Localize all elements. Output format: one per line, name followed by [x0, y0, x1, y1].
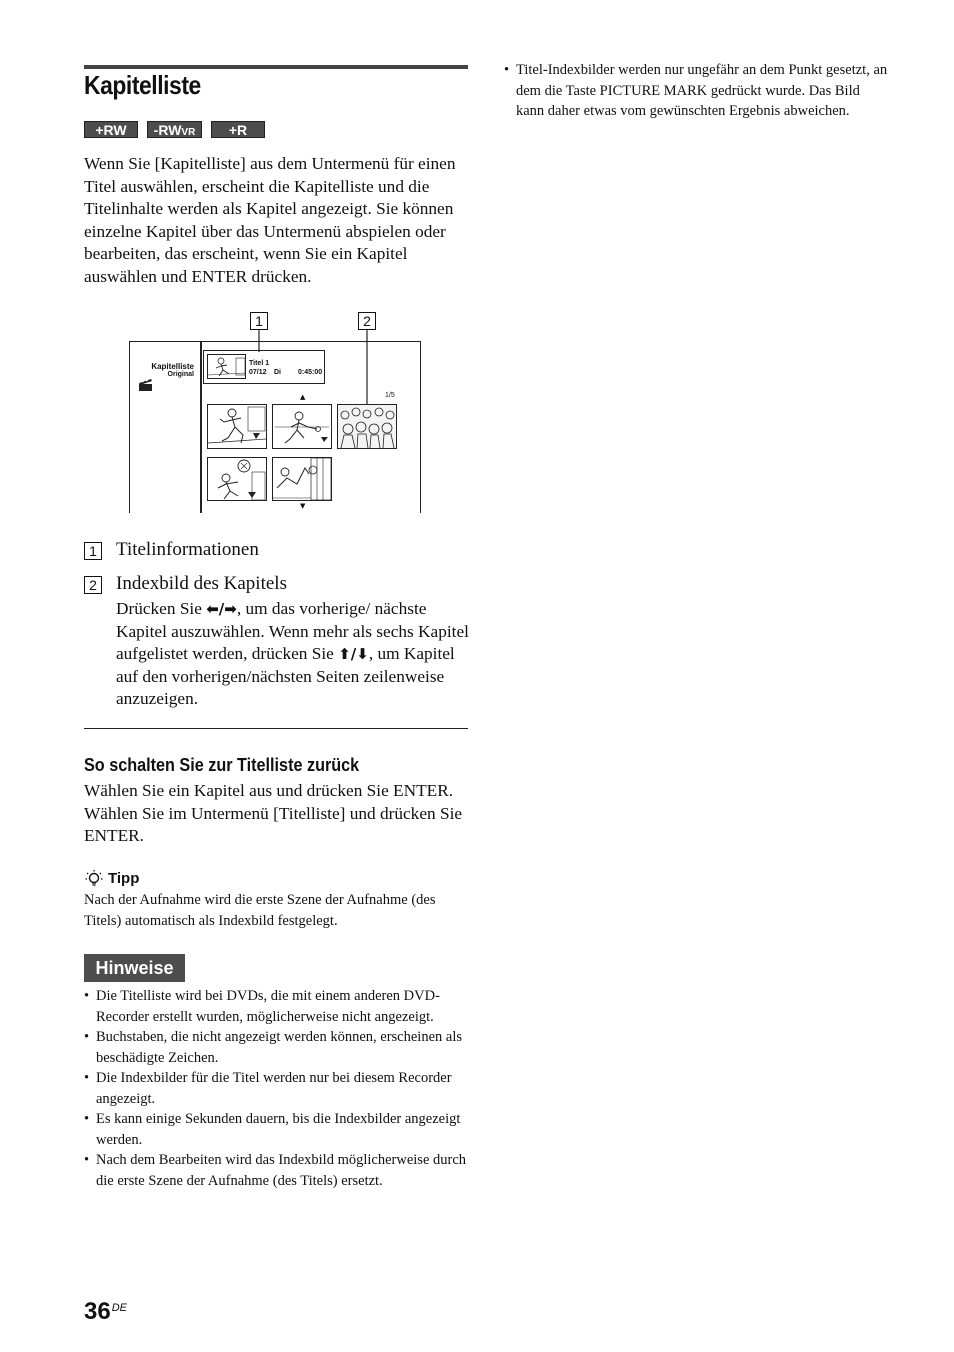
list-item: • Buchstaben, die nicht angezeigt werden können, erscheinen als beschädigte Zeichen. — [84, 1027, 474, 1068]
notes-list-right — [504, 60, 889, 122]
clapper-icon — [138, 378, 154, 392]
title-name: Titel 1 — [249, 360, 270, 367]
callout-2: 2 — [358, 312, 376, 330]
tip-text: Nach der Aufnahme wird die erste Szene der Aufnahme (des Titels) automatisch als Indexbild festgelegt. — [84, 892, 436, 929]
left-right-arrows-icon: ⬅/➡ — [206, 600, 237, 618]
scroll-down-icon[interactable]: ▼ — [300, 502, 306, 510]
list-item: • Es kann einige Sekunden dauern, bis die Indexbilder angezeigt werden. — [84, 1109, 474, 1150]
chapter-list-screen — [129, 341, 421, 513]
list-item: • Titel-Indexbilder werden nur ungefähr an dem Punkt gesetzt, an dem die Taste PICTURE MARK gedrückt wurde. Das Bild kann daher etwas vom gewünschten Ergebnis abweichen. — [504, 60, 889, 122]
screen-list-sub: Original — [167, 371, 194, 378]
intro-paragraph: Wenn Sie [Kapitelliste] aus dem Untermenü für einen Titel auswählen, erscheint die Kapitelliste und die Titelinhalte werden als Kapitel angezeigt. Sie können einzelne Kapitel über das Untermenü abspielen oder bearbeiten, das erscheint, wenn Sie ein Kapitel auswählen und ENTER drücken. — [84, 154, 456, 286]
chapter-thumbnail-2[interactable] — [272, 404, 332, 449]
legend-num-2: 2 — [84, 576, 102, 594]
screen-divider — [200, 342, 202, 513]
section-rule — [84, 728, 468, 729]
page-number: 36DE — [84, 1298, 127, 1325]
tip-label: Tipp — [108, 870, 140, 887]
title-info-box — [203, 350, 325, 384]
page-counter: 1/5 — [385, 392, 395, 399]
chapter-thumbnail-5[interactable] — [272, 457, 332, 501]
legend-label-2: Indexbild des Kapitels — [116, 573, 287, 594]
notes-label: Hinweise — [84, 954, 185, 982]
legend-num-1: 1 — [84, 542, 102, 560]
scroll-up-icon[interactable]: ▲ — [300, 393, 306, 401]
title-thumbnail — [207, 354, 246, 379]
title-duration: 0:45:00 — [298, 369, 323, 376]
legend-description: Drücken Sie ⬅/➡, um das vorherige/ nächste Kapitel auszuwählen. Wenn mehr als sechs Kapitel aufgelistet werden, drücken Sie ⬆/⬇, um Kapitel auf den vorherigen/nächsten Seiten zeilenweise anzuzeigen. — [116, 599, 469, 709]
list-item: • Die Indexbilder für die Titel werden nur bei diesem Recorder angezeigt. — [84, 1068, 474, 1109]
callout-1: 1 — [250, 312, 268, 330]
section-body: Wählen Sie ein Kapitel aus und drücken Sie ENTER. Wählen Sie im Untermenü [Titelliste] und drücken Sie ENTER. — [84, 781, 463, 846]
notes-list — [84, 986, 474, 1191]
title-date: 07/12 — [249, 369, 267, 376]
badge-plus-rw: +RW — [84, 121, 138, 138]
chapter-thumbnail-1[interactable] — [207, 404, 267, 449]
chapter-thumbnail-4[interactable] — [207, 457, 267, 501]
list-item: • Die Titelliste wird bei DVDs, die mit einem anderen DVD-Recorder erstellt wurden, möglicherweise nicht angezeigt. — [84, 986, 474, 1027]
lightbulb-icon — [84, 869, 104, 889]
badge-plus-r: +R — [211, 121, 265, 138]
chapter-thumbnail-3[interactable] — [337, 404, 397, 449]
page-title: Kapitelliste — [84, 70, 201, 100]
screen-list-label: Kapitelliste — [151, 362, 194, 371]
title-day: Di — [274, 369, 281, 376]
legend-label-1: Titelinformationen — [116, 539, 259, 560]
up-down-arrows-icon: ⬆/⬇ — [338, 645, 369, 664]
badge-minus-rw-vr: -RWVR — [147, 121, 202, 138]
section-heading: So schalten Sie zur Titelliste zurück — [84, 755, 360, 775]
list-item: • Nach dem Bearbeiten wird das Indexbild möglicherweise durch die erste Szene der Aufnahme (des Titels) ersetzt. — [84, 1150, 474, 1191]
